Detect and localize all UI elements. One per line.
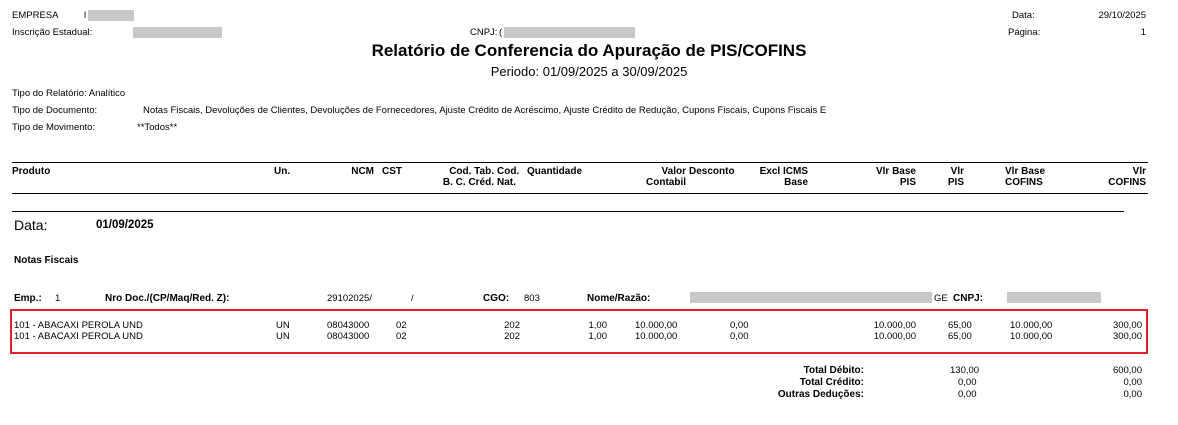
report-type: Tipo do Relatório: Analítico	[12, 88, 126, 99]
cell-vbcofins: 10.000,00	[1010, 320, 1053, 331]
redacted-doc-cnpj	[1007, 292, 1101, 303]
col-vbcofins-2: COFINS	[1005, 177, 1043, 188]
total-debito-pis: 130,00	[950, 365, 980, 376]
col-excl-1: Excl ICMS	[759, 166, 808, 177]
redacted-nome	[690, 292, 932, 303]
col-desconto: Desconto	[689, 166, 735, 177]
report-period: Periodo: 01/09/2025 a 30/09/2025	[490, 64, 688, 79]
cell-vcofins: 300,00	[1112, 331, 1142, 342]
cell-produto: 101 - ABACAXI PEROLA UND	[14, 320, 143, 331]
cell-valor: 10.000,00	[635, 331, 678, 342]
cell-cst: 02	[396, 331, 407, 342]
mov-type-value: **Todos**	[137, 122, 178, 133]
redacted-ie	[133, 27, 222, 38]
col-valor-2: Contabil	[646, 177, 686, 188]
section-rule	[12, 211, 1124, 212]
col-codtab-2: B. C. Créd.	[442, 177, 494, 188]
doc-type-label: Tipo de Documento:	[12, 105, 98, 116]
cell-vbcofins: 10.000,00	[1010, 331, 1053, 342]
mov-type-label: Tipo de Movimento:	[12, 122, 96, 133]
cell-ncm: 08043000	[327, 320, 370, 331]
company-label: EMPRESA	[12, 10, 59, 21]
cell-vpis: 65,00	[948, 320, 972, 331]
page-number: 1	[1140, 27, 1146, 38]
col-vbpis-1: Vlr Base	[875, 166, 916, 177]
col-vpis-2: PIS	[947, 177, 964, 188]
emp-label: Emp.:	[14, 293, 42, 304]
header-bottom-rule	[12, 193, 1148, 194]
col-excl-2: Base	[784, 177, 808, 188]
redacted-company	[88, 10, 134, 21]
col-quantidade: Quantidade	[527, 166, 583, 177]
cgo-label: CGO:	[483, 293, 510, 304]
cell-produto: 101 - ABACAXI PEROLA UND	[14, 331, 143, 342]
col-codtab-1: Cod. Tab.	[449, 166, 494, 177]
col-vbpis-2: PIS	[899, 177, 916, 188]
ie-label: Inscrição Estadual:	[12, 27, 93, 38]
cell-un: UN	[276, 331, 290, 342]
cell-desconto: 0,00	[730, 320, 749, 331]
date-value: 29/10/2025	[1098, 10, 1146, 21]
cnpj-label: CNPJ:	[470, 27, 498, 38]
cnpj-suffix: (	[499, 27, 503, 38]
cell-desconto: 0,00	[730, 331, 749, 342]
nro-doc-label: Nro Doc./(CP/Maq/Red. Z):	[105, 293, 230, 304]
cell-vbpis: 10.000,00	[873, 320, 916, 331]
nro-doc-separator: /	[411, 293, 414, 304]
col-codnat-1: Cod.	[497, 166, 520, 177]
col-ncm: NCM	[351, 166, 374, 177]
cell-qtd: 1,00	[588, 320, 607, 331]
section-date-label: Data:	[14, 217, 48, 233]
total-credito-cofins: 0,00	[1123, 377, 1142, 388]
cell-un: UN	[276, 320, 290, 331]
cgo-value: 803	[524, 293, 540, 304]
date-label: Data:	[1012, 10, 1035, 21]
col-codnat-2: Nat.	[497, 177, 516, 188]
col-valor-1: Valor	[661, 166, 686, 177]
outras-deducoes-pis: 0,00	[958, 389, 977, 400]
doc-cnpj-label: CNPJ:	[953, 293, 984, 304]
outras-deducoes-label: Outras Deduções:	[777, 389, 864, 400]
cell-ncm: 08043000	[327, 331, 370, 342]
col-vcofins-2: COFINS	[1108, 177, 1146, 188]
cell-vbpis: 10.000,00	[873, 331, 916, 342]
nro-doc-value: 29102025/	[327, 293, 372, 304]
cell-vpis: 65,00	[948, 331, 972, 342]
section-date-value: 01/09/2025	[96, 219, 154, 231]
total-credito-pis: 0,00	[958, 377, 977, 388]
outras-deducoes-cofins: 0,00	[1123, 389, 1142, 400]
redacted-cnpj	[504, 27, 635, 38]
section-group: Notas Fiscais	[14, 255, 79, 266]
emp-value: 1	[55, 293, 61, 304]
total-debito-label: Total Débito:	[803, 365, 864, 376]
col-un: Un.	[274, 166, 291, 177]
cell-vcofins: 300,00	[1112, 320, 1142, 331]
col-produto: Produto	[12, 166, 51, 177]
col-vbcofins-1: Vlr Base	[1005, 166, 1046, 177]
cell-codnat: 202	[504, 320, 520, 331]
col-vcofins-1: Vlr	[1132, 166, 1146, 177]
col-cst: CST	[382, 166, 402, 177]
total-debito-cofins: 600,00	[1112, 365, 1142, 376]
col-vpis-1: Vlr	[950, 166, 964, 177]
cell-valor: 10.000,00	[635, 320, 678, 331]
cell-cst: 02	[396, 320, 407, 331]
report-title: Relatório de Conferencia do Apuração de PIS/COFINS	[371, 41, 807, 60]
header-top-rule	[12, 162, 1148, 163]
nome-label: Nome/Razão:	[587, 293, 651, 304]
nome-suffix: GE	[934, 293, 948, 304]
page-label: Página:	[1008, 27, 1041, 38]
company-suffix: l	[84, 10, 87, 21]
cell-codnat: 202	[504, 331, 520, 342]
cell-qtd: 1,00	[588, 331, 607, 342]
total-credito-label: Total Crédito:	[799, 377, 864, 388]
doc-type-value: Notas Fiscais, Devoluções de Clientes, Devoluções de Fornecedores, Ajuste Crédito de Acréscimo, Ajuste Crédito de Redução, Cupons Fiscais, Cupons Fiscais E	[143, 105, 827, 116]
